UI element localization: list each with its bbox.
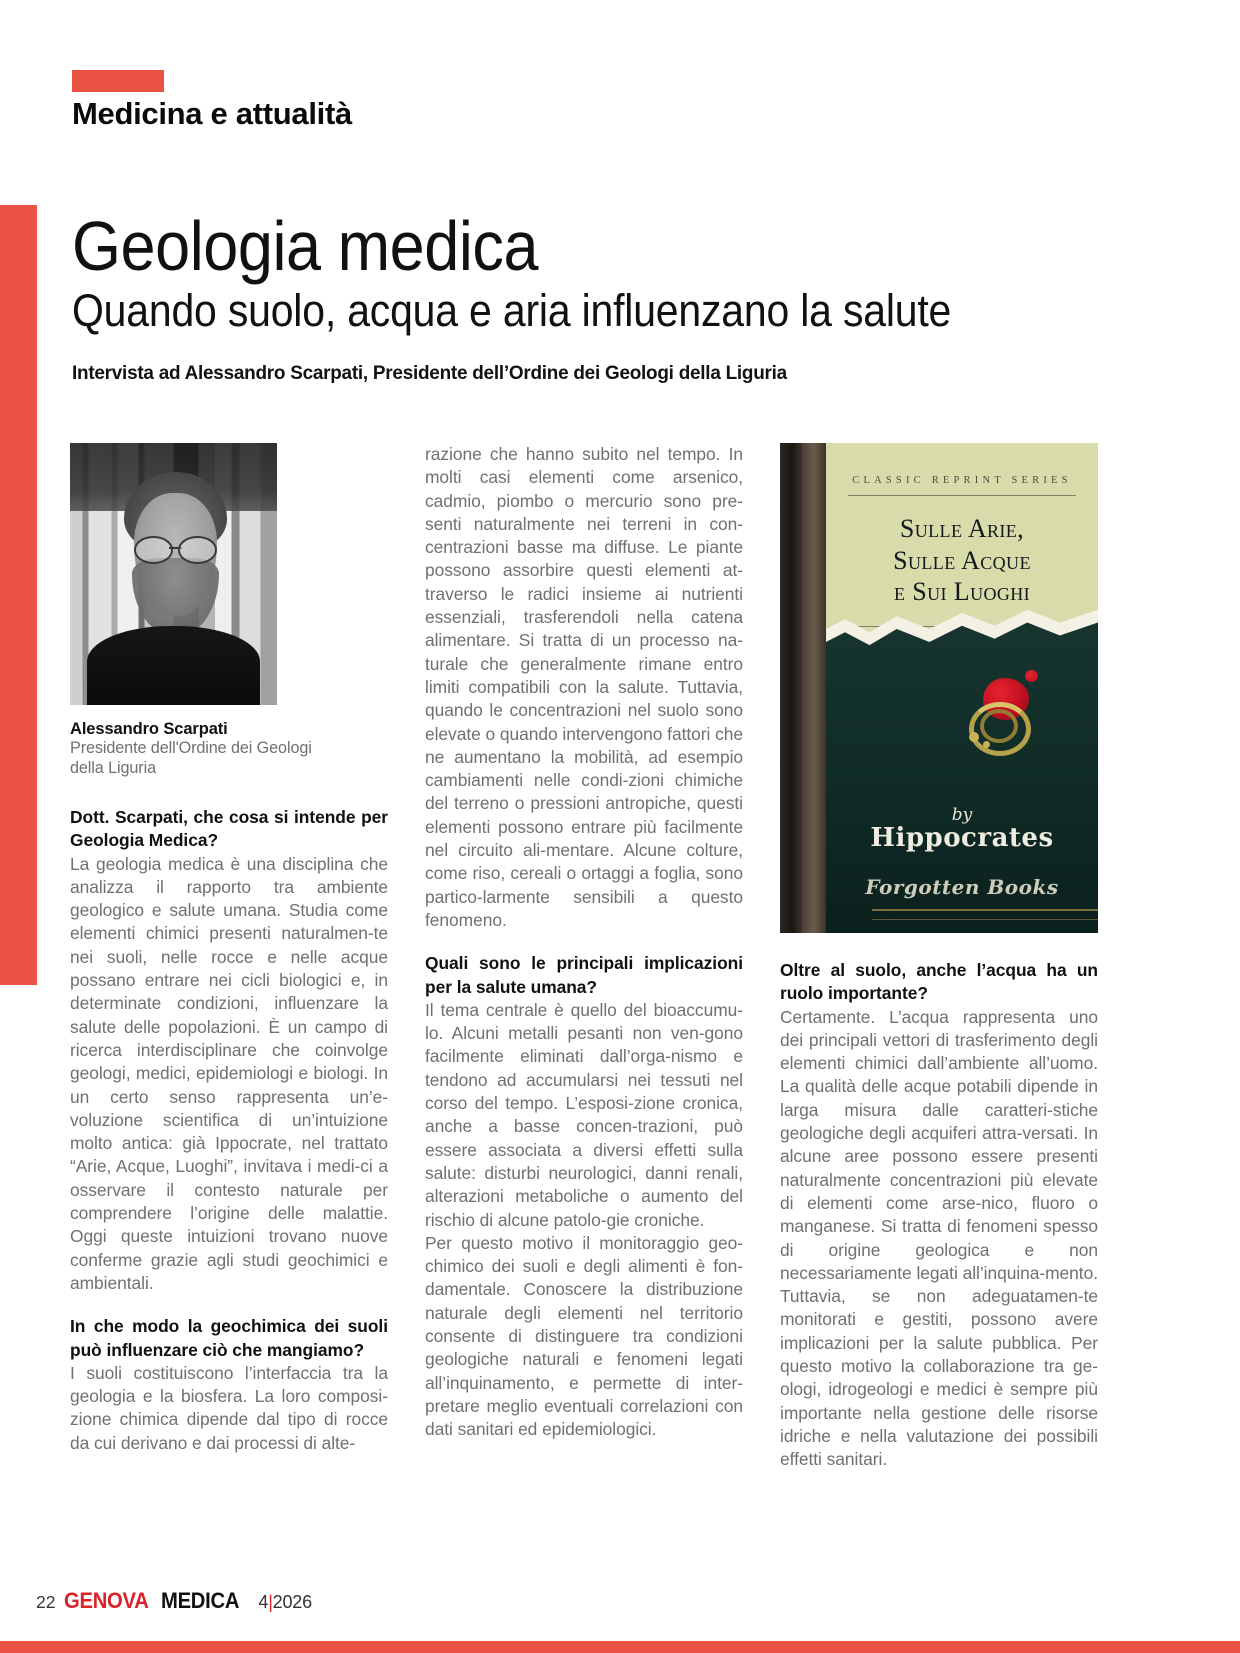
column-3: [780, 443, 1098, 1523]
book-title-line-1: Sulle Arie,: [899, 514, 1025, 543]
question-4: Oltre al suolo, anche l’acqua ha un ruolo importante?: [780, 960, 1098, 1004]
page-number: 22: [36, 1592, 56, 1612]
book-series-label: CLASSIC REPRINT SERIES: [852, 475, 1072, 486]
magazine-brand: [64, 1588, 246, 1614]
question-2: In che modo la geochimica dei suoli può influenzare ciò che mangiamo?: [70, 1316, 388, 1360]
question-3: Quali sono le principali implicazioni per la salute umana?: [425, 953, 743, 997]
answer-1: La geologia medica è una disciplina che analizza il rapporto tra ambiente geologico e salute umana. Studia come elementi chimici presenti naturalmen-te nei suoli, nelle rocce e nelle acque possano entrare nei cicli biologici e, in determinate condizioni, influenzare la salute delle popolazioni. È un campo di ricerca interdisciplinare che coinvolge geologi, medici, epidemiologi e biologi. In un certo senso rappresenta un’e-voluzione scientifica di un’intuizione molto antica: già Ippocrate, nel trattato “Arie, Acque, Luoghi”, invitava i medi-ci a osservare il contesto naturale per comprendere l’origine delle malattie. Oggi queste intuizioni trovano nuove conferme grazie agli studi geochimici e ambientali.: [70, 853, 388, 1293]
column-1-text: [70, 806, 388, 1455]
issue-number: 4: [258, 1592, 269, 1612]
column-3-text: [780, 959, 1098, 1472]
issue-label: [258, 1592, 312, 1613]
book-spine-outer: [780, 443, 802, 933]
book-series-rule: [848, 495, 1076, 496]
photo-caption-name: Alessandro Scarpati: [70, 720, 228, 738]
section-kicker: [72, 70, 972, 131]
page-title: Geologia medica: [72, 207, 539, 285]
answer-3-part2: Per questo motivo il monitoraggio geo-chimico dei suoli e degli alimenti è fon-damentale. Conoscere la distribuzione naturale degli elementi nel territorio consente di distinguere tra condizioni geologiche naturali e fenomeni legati all’inquinamento, e permette di inter-pretare meglio eventuali correlazioni con dati sanitari ed epidemiologici.: [425, 1232, 743, 1440]
book-spine-inner: [802, 443, 826, 933]
brand-word-medica: MEDICA: [161, 1588, 240, 1613]
book-gold-rule-1: [872, 909, 1098, 911]
answer-2: I suoli costituiscono l’interfaccia tra la geologia e la biosfera. La loro composi-zione chimica dipende dal tipo di rocce da cui derivano e dai processi di alte-: [70, 1362, 388, 1453]
bottom-accent-strip: [0, 1641, 1240, 1653]
book-gold-rule-2: [872, 919, 1098, 920]
issue-year: 2026: [272, 1592, 312, 1612]
brand-word-genova: GENOVA: [64, 1588, 150, 1613]
wax-seal-icon: [967, 678, 1039, 750]
question-1: Dott. Scarpati, che cosa si intende per Geologia Medica?: [70, 807, 388, 851]
standfirst: Intervista ad Alessandro Scarpati, Presidente dell’Ordine dei Geologi della Liguria: [72, 361, 787, 384]
left-accent-rule: [0, 205, 37, 985]
book-title-line-2: Sulle Acque: [893, 545, 1031, 575]
column-2: [425, 443, 743, 1523]
book-front-panel: [826, 443, 1098, 933]
portrait-turtleneck: [87, 626, 261, 705]
kicker-label: Medicina e attualità: [72, 96, 352, 131]
book-cover-image: [780, 443, 1098, 933]
answer-3-part1: Il tema centrale è quello del bioaccumu-lo. Alcuni metalli pesanti non ven-gono facilmente eliminati dall’orga-nismo e tendono ad accumularsi nei tessuti nel corso del tempo. L’esposi-zione cronica, anche a basse concen-trazioni, può essere associata a diversi effetti sulla salute: disturbi neurologici, danni renali, alterazioni metaboliche o aumento del rischio di alcune patolo-gie croniche.: [425, 999, 743, 1230]
photo-caption-role-line2: della Liguria: [70, 758, 156, 777]
book-title-line-3: e Sui Luoghi: [893, 577, 1031, 607]
page-footer: [36, 1588, 312, 1614]
page-subtitle: Quando suolo, acqua e aria influenzano la salute: [72, 284, 952, 336]
book-title: [836, 513, 1088, 608]
headline-block: [72, 207, 1122, 385]
answer-2-continued: razione che hanno subito nel tempo. In molti casi elementi come arsenico, cadmio, piombo o mercurio sono pre-senti naturalmente nei terreni in con-centrazioni basse ma diffuse. Le piante possono assorbire questi elementi at-traverso le radici insieme ai nutrienti essenziali, trasferendoli nella catena alimentare. Si tratta di un processo na-turale che generalmente rimane entro limiti compatibili con la salute. Tuttavia, quando le concentrazioni nel suolo sono elevate o quando intervengono fattori che ne aumentano la mobilità, ad esempio cambiamenti nelle condi-zioni chimiche del terreno o pressioni antropiche, questi elementi possono entrare più facilmente nel circuito ali-mentare. Alcune colture, come riso, cereali o ortaggi a foglia, sono partico-larmente sensibili a questo fenomeno.: [425, 444, 743, 930]
book-publisher: Forgotten Books: [865, 875, 1059, 899]
column-1: [70, 443, 388, 1523]
glasses-icon: [134, 536, 217, 560]
article-columns: [70, 443, 1100, 1523]
book-by-label: by: [951, 805, 973, 825]
kicker-accent-bar: [72, 70, 164, 92]
issue-separator: |: [268, 1592, 273, 1612]
portrait-photo: [70, 443, 277, 705]
answer-4: Certamente. L’acqua rappresenta uno dei principali vettori di trasferimento degli elementi chimici dall’ambiente all’uomo. La qualità delle acque potabili dipende in larga misura dalle caratteri-stiche geologiche degli acquiferi attra-versati. In alcune aree possono essere presenti naturalmente concentrazioni più elevate di elementi come arse-nico, fluoro o manganese. Si tratta di fenomeni spesso di origine geologica e non necessariamente legati all’inquina-mento. Tuttavia, se non adeguatamen-te monitorati e gestiti, possono avere implicazioni per la salute pubblica. Per questo motivo la collaborazione tra ge-ologi, idrogeologi e medici è sempre più importante nella gestione delle risorse idriche e nella valutazione dei possibili effetti sanitari.: [780, 1006, 1098, 1470]
book-author: Hippocrates: [870, 823, 1054, 853]
photo-caption-role-line1: Presidente dell'Ordine dei Geologi: [70, 739, 312, 757]
